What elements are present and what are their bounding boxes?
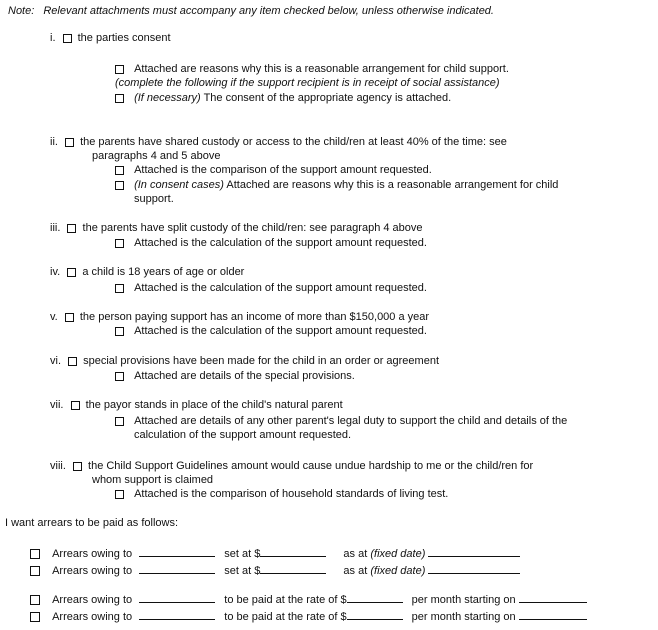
arrears-row-rate [30, 609, 587, 623]
note-text: Relevant attachments must accompany any item checked below, unless otherwise indicated. [43, 5, 494, 17]
arrears-owing-label: Arrears owing to [52, 565, 133, 577]
item-vii [50, 399, 343, 411]
item-text: the parents have shared custody or access to the child/ren at least 40% of the time: see [80, 136, 507, 148]
note-line [8, 5, 494, 17]
sub-item-text-cont: calculation of the support amount requested. [134, 429, 352, 441]
fixed-date-field[interactable] [428, 563, 520, 574]
item-ii-checkbox[interactable] [65, 138, 74, 147]
item-text: special provisions have been made for the child in an order or agreement [83, 355, 439, 367]
arrears-owing-to-field[interactable] [139, 609, 215, 620]
as-at-label: as at [343, 548, 368, 560]
sub-item-checkbox[interactable] [115, 94, 124, 103]
sub-item-text: Attached is the comparison of the support amount requested. [134, 164, 432, 176]
sub-item [115, 237, 427, 249]
rate-amount-field[interactable] [347, 592, 403, 603]
sub-item [115, 179, 558, 191]
arrears-owing-label: Arrears owing to [52, 594, 133, 606]
arrears-row-rate [30, 592, 587, 606]
sub-item-checkbox[interactable] [115, 490, 124, 499]
set-at-amount-field[interactable] [260, 563, 326, 574]
per-month-label: per month starting on [411, 594, 516, 606]
arrears-checkbox[interactable] [30, 612, 40, 622]
arrears-row-set [30, 563, 520, 577]
arrears-owing-label: Arrears owing to [52, 548, 133, 560]
sub-item-text: Attached are details of the special provisions. [134, 370, 355, 382]
item-viii-checkbox[interactable] [73, 462, 82, 471]
sub-item-checkbox[interactable] [115, 166, 124, 175]
fixed-date-field[interactable] [428, 546, 520, 557]
arrears-row-set [30, 546, 520, 560]
item-number: v. [50, 311, 58, 323]
sub-item [115, 63, 509, 75]
sub-item-text: Attached are reasons why this is a reasonable arrangement for child [226, 179, 559, 191]
item-number: vii. [50, 399, 64, 411]
item-number: iv. [50, 266, 61, 278]
item-number: viii. [50, 460, 66, 472]
arrears-checkbox[interactable] [30, 595, 40, 605]
sub-item-text: Attached is the calculation of the support amount requested. [134, 282, 427, 294]
set-at-label: set at $ [224, 565, 261, 577]
sub-item [115, 282, 427, 294]
sub-item-text: Attached is the calculation of the support amount requested. [134, 237, 427, 249]
fixed-date-label: (fixed date) [370, 565, 426, 577]
item-ii [50, 136, 507, 148]
arrears-owing-to-field[interactable] [139, 563, 215, 574]
item-number: vi. [50, 355, 61, 367]
sub-item-text: Attached are reasons why this is a reasonable arrangement for child support. [134, 63, 509, 75]
item-text: the payor stands in place of the child's natural parent [85, 399, 343, 411]
item-v-checkbox[interactable] [65, 313, 74, 322]
item-text: the parents have split custody of the child/ren: see paragraph 4 above [82, 222, 423, 234]
arrears-owing-label: Arrears owing to [52, 611, 133, 623]
sub-item-checkbox[interactable] [115, 417, 124, 426]
item-number: i. [50, 32, 56, 44]
rate-amount-field[interactable] [347, 609, 403, 620]
paid-at-rate-label: to be paid at the rate of $ [224, 594, 347, 606]
item-vii-checkbox[interactable] [71, 401, 80, 410]
item-text-cont: paragraphs 4 and 5 above [92, 150, 221, 162]
arrears-intro: I want arrears to be paid as follows: [5, 517, 179, 529]
sub-item-prefix: (In consent cases) [134, 179, 224, 191]
arrears-checkbox[interactable] [30, 549, 40, 559]
sub-item-prefix: (If necessary) [134, 92, 201, 104]
item-iv-checkbox[interactable] [67, 268, 76, 277]
item-iii [50, 222, 423, 234]
per-month-label: per month starting on [411, 611, 516, 623]
item-iv [50, 266, 244, 278]
sub-item-checkbox[interactable] [115, 65, 124, 74]
arrears-owing-to-field[interactable] [139, 546, 215, 557]
sub-item-checkbox[interactable] [115, 239, 124, 248]
fixed-date-label: (fixed date) [370, 548, 426, 560]
sub-item-checkbox[interactable] [115, 327, 124, 336]
paid-at-rate-label: to be paid at the rate of $ [224, 611, 347, 623]
set-at-label: set at $ [224, 548, 261, 560]
item-v [50, 311, 429, 323]
sub-item [115, 370, 355, 382]
item-text: the Child Support Guidelines amount would cause undue hardship to me or the child/ren for [88, 460, 534, 472]
arrears-checkbox[interactable] [30, 566, 40, 576]
item-vi-checkbox[interactable] [68, 357, 77, 366]
sub-item-text: Attached is the calculation of the support amount requested. [134, 325, 427, 337]
sub-item-checkbox[interactable] [115, 284, 124, 293]
instruction-text: (complete the following if the support recipient is in receipt of social assistance) [115, 77, 500, 89]
as-at-label: as at [343, 565, 368, 577]
note-label: Note: [8, 5, 35, 17]
item-iii-checkbox[interactable] [67, 224, 76, 233]
item-vi [50, 355, 439, 367]
item-text: the parties consent [77, 32, 171, 44]
start-date-field[interactable] [519, 609, 587, 620]
sub-item-text: The consent of the appropriate agency is attached. [203, 92, 452, 104]
sub-item [115, 92, 451, 104]
item-text: a child is 18 years of age or older [82, 266, 245, 278]
item-number: ii. [50, 136, 58, 148]
sub-item-text: Attached are details of any other parent's legal duty to support the child and details of the [134, 415, 568, 427]
sub-item [115, 488, 448, 500]
sub-item-text: Attached is the comparison of household standards of living test. [134, 488, 449, 500]
item-i-checkbox[interactable] [63, 34, 72, 43]
arrears-owing-to-field[interactable] [139, 592, 215, 603]
item-number: iii. [50, 222, 61, 234]
item-text-cont: whom support is claimed [92, 474, 214, 486]
sub-item-checkbox[interactable] [115, 372, 124, 381]
set-at-amount-field[interactable] [260, 546, 326, 557]
item-text: the person paying support has an income of more than $150,000 a year [79, 311, 430, 323]
item-i [50, 32, 171, 44]
sub-item [115, 164, 432, 176]
sub-item-text-cont: support. [134, 193, 174, 205]
sub-item-checkbox[interactable] [115, 181, 124, 190]
start-date-field[interactable] [519, 592, 587, 603]
item-viii [50, 460, 533, 472]
sub-item [115, 325, 427, 337]
sub-item [115, 415, 567, 427]
